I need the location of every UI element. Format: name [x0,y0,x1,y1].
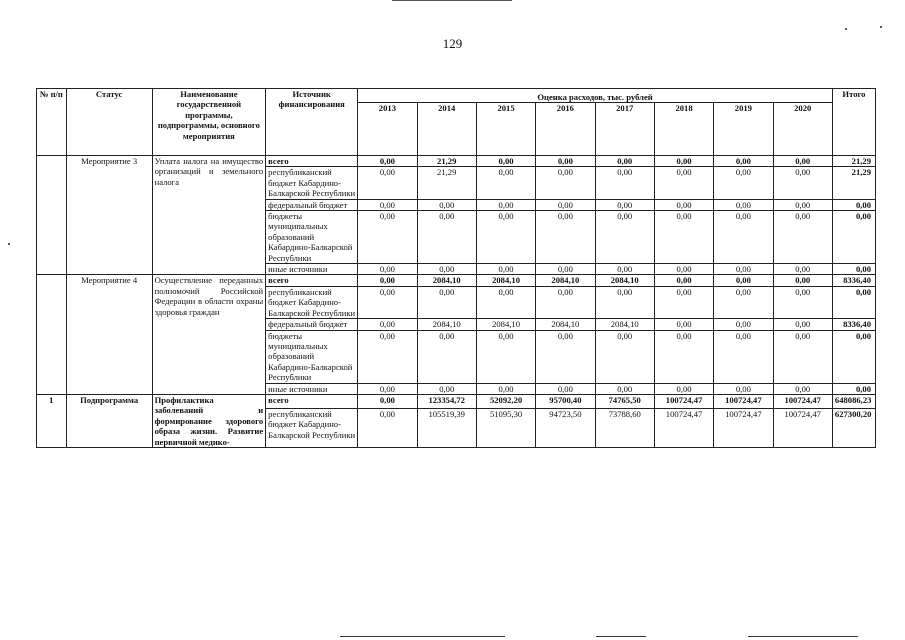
value-cell: 52092,20 [476,394,535,408]
status-cell: Подпрограмма [66,394,152,447]
value-cell: 2084,10 [417,275,476,286]
header-source: Источник финансирования [266,89,358,156]
value-cell: 2084,10 [536,319,595,330]
value-cell: 0,00 [773,264,832,275]
scan-speck [880,26,882,28]
value-cell: 0,00 [773,211,832,264]
value-cell: 2084,10 [476,319,535,330]
value-cell: 0,00 [595,199,654,210]
value-cell: 0,00 [417,286,476,318]
value-cell: 0,00 [358,264,417,275]
scan-speck [8,243,10,245]
value-cell: 0,00 [536,330,595,383]
value-cell: 0,00 [714,199,773,210]
source-cell: республиканский бюджет Кабардино-Балкарской Республики [266,286,358,318]
value-cell: 0,00 [654,167,713,199]
total-cell: 0,00 [832,264,875,275]
value-cell: 0,00 [654,211,713,264]
value-cell: 0,00 [476,330,535,383]
value-cell: 0,00 [536,167,595,199]
source-cell: республиканский бюджет Кабардино-Балкарской Республики [266,167,358,199]
value-cell: 0,00 [476,167,535,199]
total-cell: 0,00 [832,286,875,318]
value-cell: 0,00 [476,211,535,264]
value-cell: 0,00 [358,275,417,286]
value-cell: 0,00 [358,156,417,167]
total-cell: 0,00 [832,211,875,264]
total-cell: 21,29 [832,167,875,199]
value-cell: 0,00 [714,330,773,383]
table-body [37,156,876,448]
source-cell: республиканский бюджет Кабардино-Балкарской Республики [266,408,358,447]
value-cell: 0,00 [476,199,535,210]
value-cell: 0,00 [595,156,654,167]
value-cell: 0,00 [714,156,773,167]
value-cell: 0,00 [595,167,654,199]
value-cell: 100724,47 [714,394,773,408]
header-year: 2013 [358,103,417,156]
value-cell: 0,00 [773,199,832,210]
header-status: Статус [66,89,152,156]
total-cell: 0,00 [832,383,875,394]
total-cell: 648086,23 [832,394,875,408]
value-cell: 73788,60 [595,408,654,447]
value-cell: 0,00 [714,383,773,394]
total-cell: 8336,40 [832,275,875,286]
value-cell: 0,00 [536,286,595,318]
header-year: 2017 [595,103,654,156]
source-cell: бюджеты муниципальных образований Кабардино-Балкарской Республики [266,330,358,383]
value-cell: 21,29 [417,156,476,167]
value-cell: 0,00 [476,286,535,318]
table-row [37,156,876,167]
value-cell: 0,00 [595,330,654,383]
value-cell: 0,00 [595,264,654,275]
value-cell: 0,00 [536,199,595,210]
value-cell: 0,00 [536,211,595,264]
value-cell: 74765,50 [595,394,654,408]
source-cell: всего [266,156,358,167]
value-cell: 0,00 [654,156,713,167]
value-cell: 0,00 [358,330,417,383]
value-cell: 0,00 [714,211,773,264]
value-cell: 0,00 [654,383,713,394]
bottom-rule [596,636,646,637]
value-cell: 0,00 [358,383,417,394]
value-cell: 0,00 [714,319,773,330]
value-cell: 2084,10 [595,319,654,330]
header-year: 2018 [654,103,713,156]
value-cell: 2084,10 [536,275,595,286]
source-cell: федеральный бюджет [266,319,358,330]
value-cell: 0,00 [358,408,417,447]
measure-name-cell: Осуществление переданных полномочий Российской Федерации в области охраны здоровья граждан [152,275,266,394]
value-cell: 0,00 [654,330,713,383]
value-cell: 2084,10 [595,275,654,286]
value-cell: 0,00 [536,383,595,394]
header-year: 2014 [417,103,476,156]
value-cell: 0,00 [654,264,713,275]
table-row [37,394,876,408]
value-cell: 0,00 [714,264,773,275]
value-cell: 100724,47 [714,408,773,447]
status-cell: Мероприятие 3 [66,156,152,275]
source-cell: федеральный бюджет [266,199,358,210]
value-cell: 51095,30 [476,408,535,447]
value-cell: 100724,47 [654,408,713,447]
header-num: № п/п [37,89,67,156]
value-cell: 2084,10 [476,275,535,286]
total-cell: 0,00 [832,199,875,210]
value-cell: 0,00 [595,383,654,394]
total-cell: 21,29 [832,156,875,167]
value-cell: 0,00 [476,264,535,275]
value-cell: 0,00 [773,319,832,330]
value-cell: 2084,10 [417,319,476,330]
measure-name-cell: Уплата налога на имущество организаций и земельного налога [152,156,266,275]
value-cell: 0,00 [417,199,476,210]
row-number [37,156,67,275]
value-cell: 0,00 [358,286,417,318]
value-cell: 0,00 [358,319,417,330]
header-year: 2015 [476,103,535,156]
scan-speck [845,28,847,30]
value-cell: 0,00 [417,383,476,394]
value-cell: 0,00 [476,156,535,167]
value-cell: 100724,47 [773,408,832,447]
value-cell: 0,00 [714,286,773,318]
header-costs: Оценка расходов, тыс. рублей [358,89,833,103]
value-cell: 0,00 [536,264,595,275]
budget-table [36,88,876,448]
value-cell: 0,00 [654,319,713,330]
source-cell: бюджеты муниципальных образований Кабардино-Балкарской Республики [266,211,358,264]
value-cell: 0,00 [773,330,832,383]
header-year: 2019 [714,103,773,156]
total-cell: 0,00 [832,330,875,383]
total-cell: 627300,20 [832,408,875,447]
status-cell: Мероприятие 4 [66,275,152,394]
total-cell: 8336,40 [832,319,875,330]
value-cell: 0,00 [417,330,476,383]
header-year: 2020 [773,103,832,156]
value-cell: 0,00 [714,167,773,199]
page-number: 129 [442,36,463,51]
value-cell: 0,00 [595,286,654,318]
bottom-rule [340,636,505,637]
value-cell: 0,00 [654,275,713,286]
value-cell: 0,00 [773,275,832,286]
source-cell: иные источники [266,383,358,394]
source-cell: всего [266,275,358,286]
measure-name-cell: Профилактика заболеваний и формирование здорового образа жизни. Развитие первичной медико- [152,394,266,447]
value-cell: 21,29 [417,167,476,199]
source-cell: иные источники [266,264,358,275]
value-cell: 0,00 [358,199,417,210]
value-cell: 0,00 [417,264,476,275]
value-cell: 0,00 [417,211,476,264]
value-cell: 95700,40 [536,394,595,408]
value-cell: 0,00 [358,167,417,199]
value-cell: 100724,47 [773,394,832,408]
header-total: Итого [832,89,875,156]
value-cell: 0,00 [654,199,713,210]
header-name: Наименование государственной программы, подпрограммы, основного мероприятия [152,89,266,156]
top-rule [392,0,512,1]
value-cell: 0,00 [595,211,654,264]
value-cell: 0,00 [536,156,595,167]
value-cell: 0,00 [358,211,417,264]
value-cell: 0,00 [654,286,713,318]
value-cell: 0,00 [773,383,832,394]
bottom-rule [748,636,858,637]
value-cell: 0,00 [773,167,832,199]
row-number: 1 [37,394,67,447]
value-cell: 0,00 [773,156,832,167]
value-cell: 94723,50 [536,408,595,447]
value-cell: 0,00 [476,383,535,394]
value-cell: 0,00 [773,286,832,318]
header-year: 2016 [536,103,595,156]
value-cell: 123354,72 [417,394,476,408]
value-cell: 0,00 [358,394,417,408]
value-cell: 105519,39 [417,408,476,447]
value-cell: 100724,47 [654,394,713,408]
source-cell: всего [266,394,358,408]
value-cell: 0,00 [714,275,773,286]
table-row [37,275,876,286]
row-number [37,275,67,394]
